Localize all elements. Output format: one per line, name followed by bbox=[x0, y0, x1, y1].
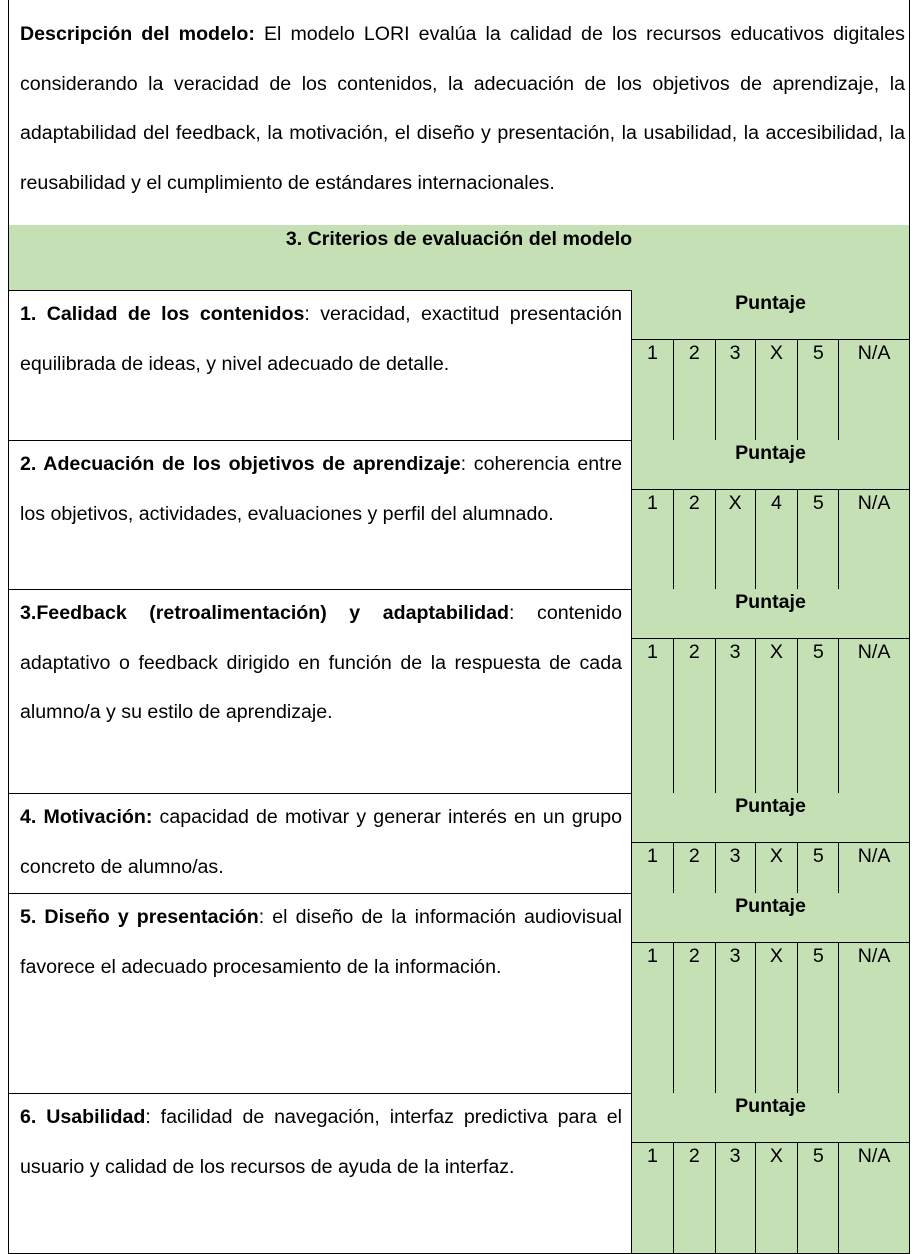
criterion-1 bbox=[8, 290, 632, 441]
score-option: 4 bbox=[756, 490, 799, 589]
score-option: 1 bbox=[632, 843, 674, 893]
score-option: N/A bbox=[857, 492, 891, 514]
score-options bbox=[632, 843, 909, 893]
score-option: N/A bbox=[857, 945, 891, 967]
score-block-5 bbox=[631, 893, 910, 1094]
score-option: N/A bbox=[857, 845, 891, 867]
criterion-3 bbox=[8, 589, 632, 794]
criterion-title: 6. Usabilidad bbox=[20, 1106, 146, 1128]
score-option: 1 bbox=[632, 943, 674, 1093]
criterion-4 bbox=[8, 793, 632, 894]
score-options bbox=[632, 490, 909, 589]
criterion-description: : veracidad, exactitud presentación equilibrada de ideas, y nivel adecuado de detalle. bbox=[20, 303, 622, 375]
score-option: 3 bbox=[716, 843, 756, 893]
criterion-text bbox=[20, 893, 622, 992]
score-option: X bbox=[756, 639, 799, 793]
score-option: 2 bbox=[674, 843, 716, 893]
criterion-description: : facilidad de navegación, interfaz predictiva para el usuario y calidad de los recursos de ayuda de la interfaz. bbox=[20, 1106, 622, 1178]
score-option: 1 bbox=[632, 340, 674, 440]
score-option: X bbox=[756, 843, 799, 893]
score-option: N/A bbox=[857, 342, 891, 364]
score-option: N/A bbox=[857, 641, 891, 663]
criterion-title: 4. Motivación: bbox=[20, 806, 153, 828]
score-option: 2 bbox=[674, 1143, 716, 1253]
score-header: Puntaje bbox=[632, 440, 909, 490]
score-option: X bbox=[716, 490, 756, 589]
score-option: 2 bbox=[674, 340, 716, 440]
score-block-6 bbox=[631, 1093, 910, 1254]
score-option: 3 bbox=[716, 943, 756, 1093]
criterion-description: capacidad de motivar y generar interés en un grupo concreto de alumno/as. bbox=[20, 806, 622, 878]
score-options bbox=[632, 340, 909, 440]
score-header: Puntaje bbox=[632, 893, 909, 943]
score-option: 1 bbox=[632, 490, 674, 589]
criterion-text bbox=[20, 1093, 622, 1192]
score-option: 5 bbox=[798, 843, 839, 893]
criterion-description: : coherencia entre los objetivos, actividades, evaluaciones y perfil del alumnado. bbox=[20, 453, 622, 525]
score-option: 5 bbox=[798, 340, 839, 440]
score-option: X bbox=[756, 943, 799, 1093]
score-header: Puntaje bbox=[632, 589, 909, 639]
score-option: 5 bbox=[798, 639, 839, 793]
score-option: 1 bbox=[632, 1143, 674, 1253]
criterion-6 bbox=[8, 1093, 632, 1254]
model-description bbox=[20, 10, 905, 208]
criterion-2 bbox=[8, 440, 632, 590]
criterion-text bbox=[20, 793, 622, 892]
description-label: Descripción del modelo: bbox=[20, 23, 255, 45]
score-option: 3 bbox=[716, 1143, 756, 1253]
criterion-description: : el diseño de la información audiovisual favorece el adecuado procesamiento de la información. bbox=[20, 906, 622, 978]
criterion-title: 1. Calidad de los contenidos bbox=[20, 303, 305, 325]
score-option: 3 bbox=[716, 340, 756, 440]
score-block-2 bbox=[631, 440, 910, 590]
score-option: X bbox=[756, 1143, 799, 1253]
score-option: 3 bbox=[716, 639, 756, 793]
score-header: Puntaje bbox=[632, 793, 909, 843]
score-option: 2 bbox=[674, 943, 716, 1093]
score-option: 5 bbox=[798, 943, 839, 1093]
score-options bbox=[632, 943, 909, 1093]
criterion-description: : contenido adaptativo o feedback dirigido en función de la respuesta de cada alumno/a y su estilo de aprendizaje. bbox=[20, 602, 622, 724]
score-header: Puntaje bbox=[632, 1093, 909, 1143]
score-option: 2 bbox=[674, 639, 716, 793]
score-option: X bbox=[756, 340, 799, 440]
score-block-3 bbox=[631, 589, 910, 794]
score-option: 5 bbox=[798, 1143, 839, 1253]
criterion-text bbox=[20, 589, 622, 738]
score-option: 2 bbox=[674, 490, 716, 589]
criterion-text bbox=[20, 290, 622, 389]
score-option: N/A bbox=[857, 1145, 891, 1167]
score-options bbox=[632, 1143, 909, 1253]
score-option: 5 bbox=[798, 490, 839, 589]
criterion-title: 2. Adecuación de los objetivos de aprendizaje bbox=[20, 453, 461, 475]
criterion-5 bbox=[8, 893, 632, 1094]
model-description-box bbox=[8, 0, 910, 226]
score-block-4 bbox=[631, 793, 910, 894]
criterion-title: 5. Diseño y presentación bbox=[20, 906, 259, 928]
score-option: 1 bbox=[632, 639, 674, 793]
description-text: El modelo LORI evalúa la calidad de los recursos educativos digitales considerando la veracidad de los contenidos, la adecuación de los objetivos de aprendizaje, la adaptabilidad del feedback, la motivación, el diseño y presentación, la usabilidad, la accesibilidad, la reusabilidad y el cumplimiento de estándares internacionales. bbox=[20, 23, 905, 194]
section-title: 3. Criterios de evaluación del modelo bbox=[8, 225, 910, 291]
score-block-1 bbox=[631, 290, 910, 441]
score-options bbox=[632, 639, 909, 793]
criterion-text bbox=[20, 440, 622, 539]
criterion-title: 3.Feedback (retroalimentación) y adaptabilidad bbox=[20, 602, 510, 624]
score-header: Puntaje bbox=[632, 290, 909, 340]
